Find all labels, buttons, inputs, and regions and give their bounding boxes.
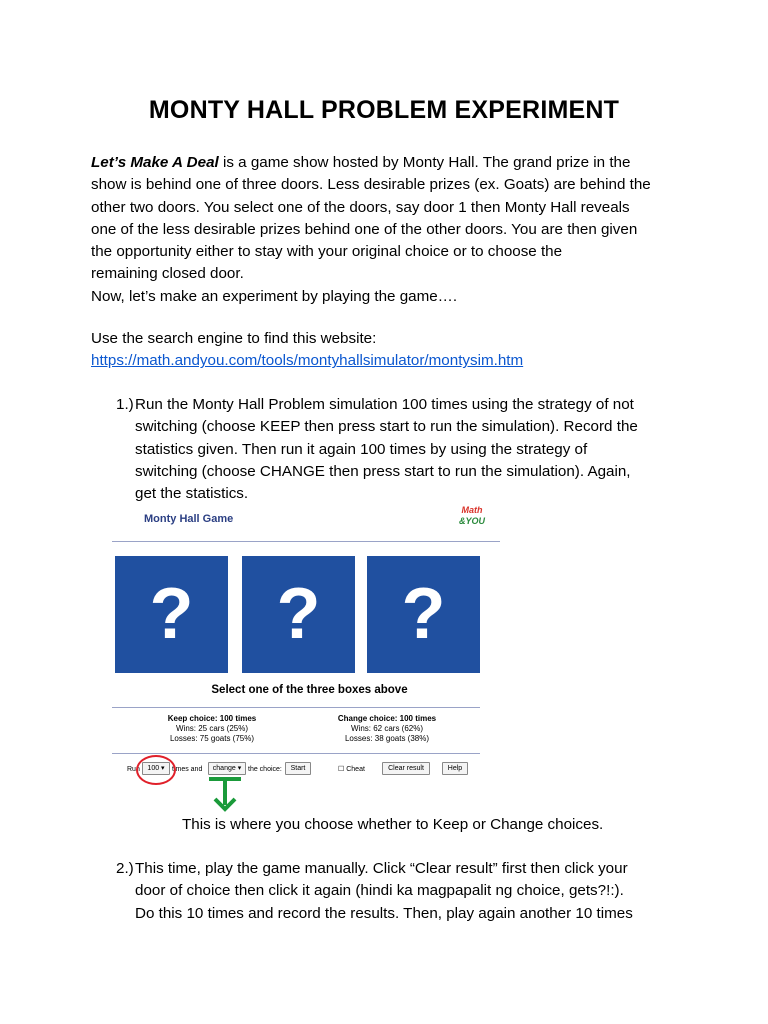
change-stats: Change choice: 100 times Wins: 62 cars (62%) Losses: 38 goats (38%)	[337, 714, 437, 743]
intro-line: Now, let’s make an experiment by playing the game….	[91, 287, 458, 305]
times-and-label: times and	[172, 766, 203, 773]
intro-line: one of the less desirable prizes behind one of the other doors. You are then given	[91, 220, 638, 238]
divider	[112, 541, 500, 542]
door-1[interactable]: ?	[115, 556, 228, 673]
math-and-you-logo: Math &YOU	[458, 505, 485, 526]
keep-stats: Keep choice: 100 times Wins: 25 cars (25%) Losses: 75 goats (75%)	[167, 714, 257, 743]
page-title: MONTY HALL PROBLEM EXPERIMENT	[148, 96, 620, 124]
annotation-circle	[136, 755, 176, 785]
divider	[112, 753, 480, 754]
run-label: Run	[127, 766, 140, 773]
screenshot-caption: This is where you choose whether to Keep or Change choices.	[182, 816, 604, 833]
help-button[interactable]: Help	[442, 762, 468, 775]
door-3[interactable]: ?	[367, 556, 480, 673]
intro-line: remaining closed door.	[91, 265, 244, 283]
simulator-title: Monty Hall Game	[144, 513, 234, 525]
times-select[interactable]: 100 ▾	[142, 762, 170, 775]
choice-select[interactable]: change ▾	[208, 762, 246, 775]
show-name: Let’s Make A Deal	[91, 154, 219, 171]
intro-line: the opportunity either to stay with your original choice or to choose the	[91, 243, 563, 261]
annotation-arrow-icon	[205, 775, 245, 815]
search-text: Use the search engine to find this website:	[91, 330, 377, 347]
cheat-checkbox[interactable]: ☐ Cheat	[338, 766, 365, 773]
clear-result-button[interactable]: Clear result	[382, 762, 430, 775]
intro-line: Let’s Make A Deal is a game show hosted by Monty Hall. The grand prize in the	[91, 154, 631, 171]
intro-line: show is behind one of three doors. Less desirable prizes (ex. Goats) are behind the	[91, 176, 651, 194]
intro-line: other two doors. You select one of the doors, say door 1 then Monty Hall reveals	[91, 198, 630, 216]
step-2-text: This time, play the game manually. Click “Clear result” first then click your door of choice then click it again (hindi ka magpapalit ng choice, gets?!:). Do this 10 times and record the results. Then, play again another 10 times	[135, 860, 633, 922]
step-number: 1.)	[116, 396, 134, 413]
divider	[112, 707, 480, 708]
step-number: 2.)	[116, 860, 134, 877]
intro-paragraph	[91, 152, 691, 308]
the-choice-label: the choice:	[248, 766, 282, 773]
door-2[interactable]: ?	[242, 556, 355, 673]
step-1-text: Run the Monty Hall Problem simulation 100 times using the strategy of not switching (choose KEEP then press start to run the simulation). Record the statistics given. Then run it again 100 times by using the strategy of switching (choose CHANGE then press start to run the simulation). Again, get the statistics.	[135, 396, 638, 503]
select-prompt: Select one of the three boxes above	[211, 684, 408, 696]
website-link[interactable]: https://math.andyou.com/tools/montyhallsimulator/montysim.htm	[91, 352, 524, 370]
start-button[interactable]: Start	[285, 762, 311, 775]
search-paragraph	[91, 328, 691, 373]
simulator-screenshot	[92, 503, 522, 791]
